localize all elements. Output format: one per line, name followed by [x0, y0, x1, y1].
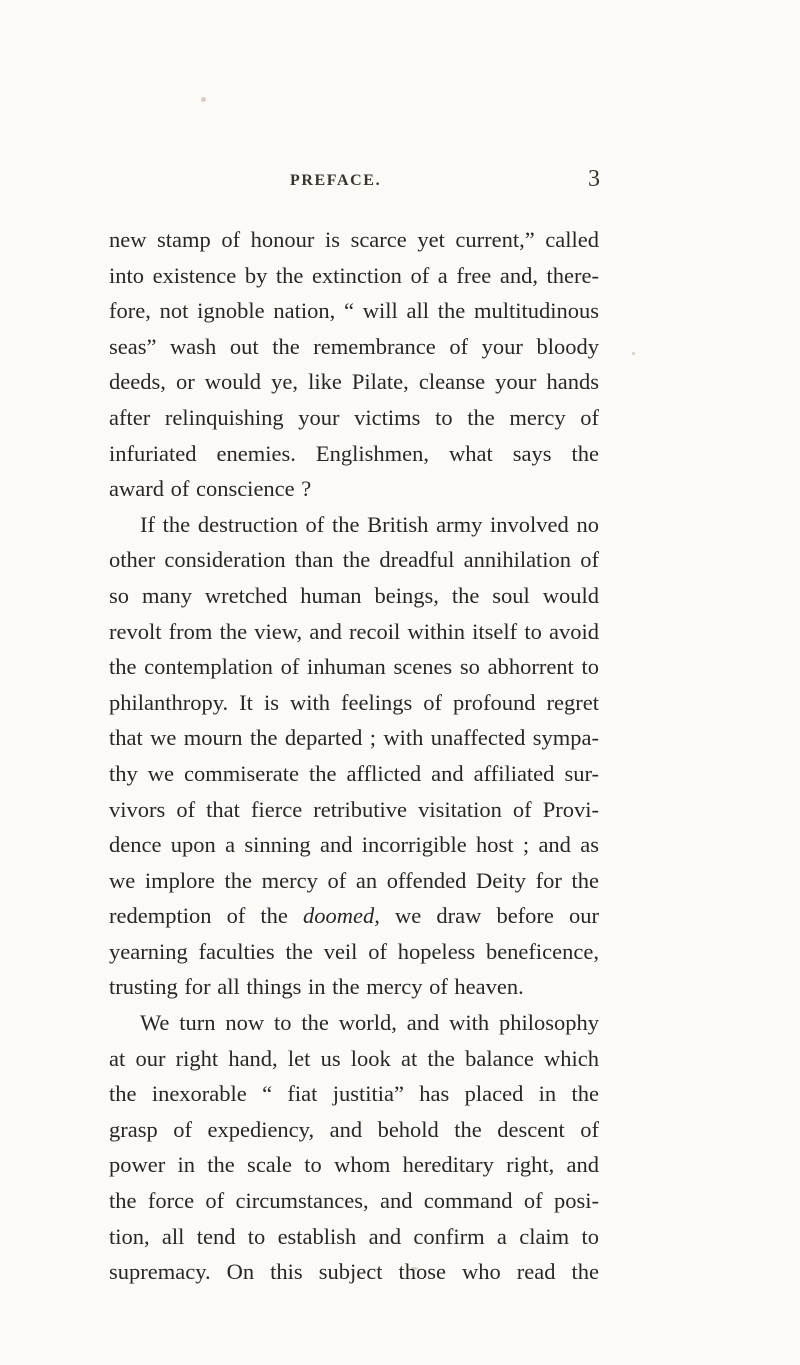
text-line: seas” wash out the remembrance of your bloody [109, 333, 599, 359]
text-line: the inexorable “ fiat justitia” has placed in the [109, 1081, 599, 1107]
text-line: dence upon a sinning and incorrigible host ; and as [109, 832, 599, 858]
text-line-with-italic [109, 898, 599, 934]
text-line: the contemplation of inhuman scenes so abhorrent to [109, 654, 599, 680]
text-line: If the destruction of the British army involved no [140, 511, 599, 537]
page-number: 3 [588, 166, 600, 192]
text-line: philanthropy. It is with feelings of profound regret [109, 689, 599, 715]
paper-speck [201, 97, 206, 102]
text-segment: we draw before our [379, 903, 599, 929]
text-line: grasp of expediency, and behold the descent of [109, 1116, 599, 1142]
text-line: the force of circumstances, and command of posi- [109, 1188, 599, 1214]
running-head [112, 166, 600, 196]
text-line: revolt from the view, and recoil within itself to avoid [109, 618, 599, 644]
text-line: trusting for all things in the mercy of heaven. [109, 974, 524, 1000]
body-text [109, 222, 599, 1290]
text-line: yearning faculties the veil of hopeless beneficence, [109, 938, 599, 964]
text-segment: redemption of the [109, 903, 304, 929]
text-line: other consideration than the dreadful annihilation of [109, 547, 599, 573]
text-line: deeds, or would ye, like Pilate, cleanse your hands [109, 369, 599, 395]
text-line: we implore the mercy of an offended Deity for the [109, 867, 599, 893]
running-title: PREFACE. [290, 172, 382, 189]
text-line: We turn now to the world, and with philosophy [140, 1010, 599, 1036]
text-line: fore, not ignoble nation, “ will all the multitudinous [109, 298, 599, 324]
text-line: at our right hand, let us look at the balance which [109, 1045, 599, 1071]
text-line: into existence by the extinction of a free and, there- [109, 262, 599, 288]
text-line: tion, all tend to establish and confirm a claim to [109, 1223, 599, 1249]
text-line: vivors of that fierce retributive visitation of Provi- [109, 796, 599, 822]
italic-word: doomed, [303, 903, 380, 929]
paper-speck [632, 352, 635, 355]
text-line: power in the scale to whom hereditary right, and [109, 1152, 599, 1178]
text-line: supremacy. On this subject those who read the [109, 1259, 599, 1285]
text-line: thy we commiserate the afflicted and affiliated sur- [109, 760, 599, 786]
text-line: after relinquishing your victims to the mercy of [109, 404, 599, 430]
text-line: new stamp of honour is scarce yet current,” called [109, 227, 599, 252]
text-line: infuriated enemies. Englishmen, what says the [109, 440, 599, 466]
text-line: award of conscience ? [109, 476, 312, 502]
text-line: that we mourn the departed ; with unaffected sympa- [109, 725, 599, 751]
text-line: so many wretched human beings, the soul would [109, 582, 599, 608]
